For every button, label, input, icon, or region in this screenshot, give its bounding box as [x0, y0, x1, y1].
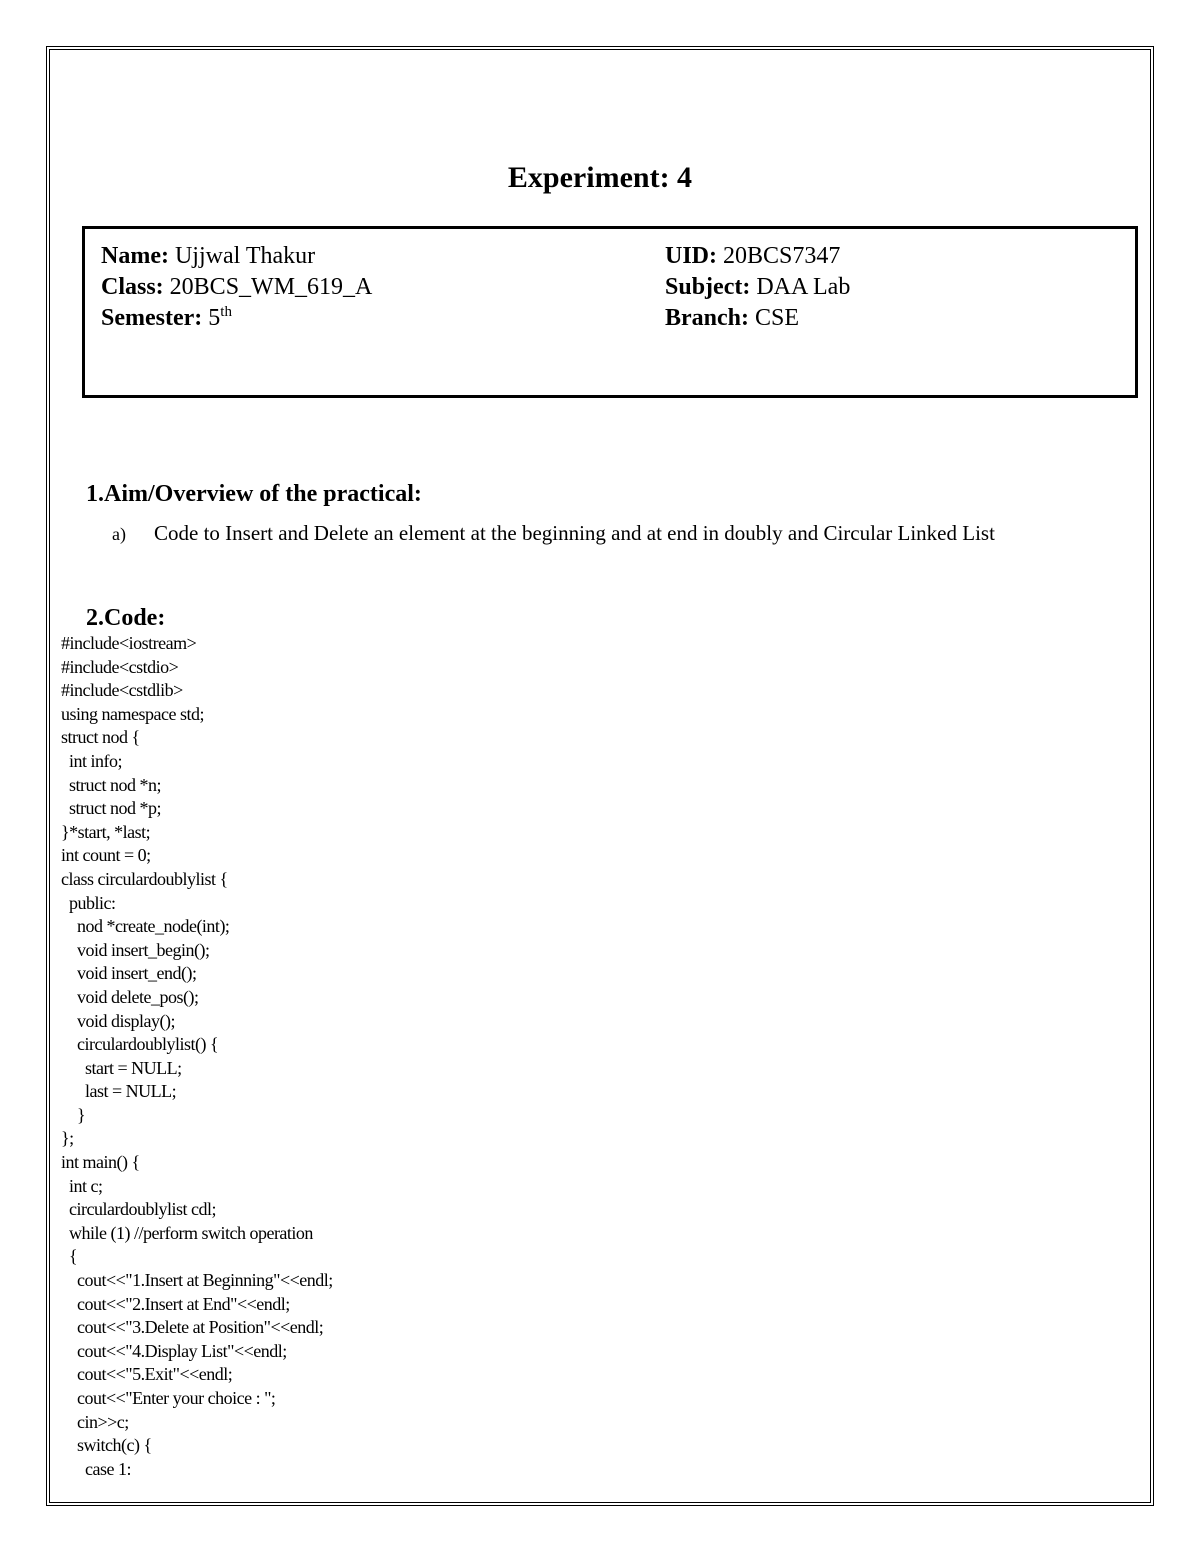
branch-label: Branch:: [665, 305, 749, 331]
aim-item-marker: a): [112, 524, 126, 544]
aim-heading: 1.Aim/Overview of the practical:: [86, 481, 422, 507]
code-line: #include<cstdio>: [61, 656, 179, 677]
code-line: int c;: [61, 1175, 103, 1196]
semester-value: 5: [202, 305, 221, 331]
code-line: cout<<"5.Exit"<<endl;: [61, 1364, 233, 1385]
code-line: public:: [61, 892, 116, 913]
code-line: start = NULL;: [61, 1057, 182, 1078]
code-line: while (1) //perform switch operation: [61, 1222, 313, 1243]
code-line: cout<<"Enter your choice : ";: [61, 1388, 276, 1408]
code-line: cout<<"3.Delete at Position"<<endl;: [61, 1317, 324, 1338]
code-listing: [61, 632, 333, 1481]
class-line: [101, 272, 372, 303]
code-line: circulardoublylist cdl;: [61, 1199, 216, 1220]
code-line: cout<<"4.Display List"<<endl;: [61, 1340, 287, 1361]
subject-line: [665, 272, 850, 303]
code-line: struct nod *n;: [61, 774, 161, 795]
aim-list-item: [112, 518, 995, 549]
code-line: using namespace std;: [61, 703, 204, 724]
name-line: [101, 241, 372, 272]
code-line: circulardoublylist() {: [61, 1034, 219, 1055]
code-line: nod *create_node(int);: [61, 916, 230, 937]
subject-value: DAA Lab: [750, 274, 851, 300]
code-line: switch(c) {: [61, 1435, 152, 1456]
code-line: cin>>c;: [61, 1411, 129, 1432]
code-line: int count = 0;: [61, 845, 151, 866]
code-heading: 2.Code:: [86, 605, 166, 631]
code-line: void delete_pos();: [61, 986, 199, 1007]
uid-line: [665, 241, 850, 272]
semester-line: [101, 303, 372, 334]
branch-value: CSE: [749, 305, 800, 331]
code-line: last = NULL;: [61, 1081, 177, 1102]
info-left-column: [101, 241, 372, 334]
class-value: 20BCS_WM_619_A: [163, 274, 373, 300]
code-line: cout<<"2.Insert at End"<<endl;: [61, 1293, 290, 1314]
aim-item-text: Code to Insert and Delete an element at the beginning and at end in doubly and Circular Linked List: [154, 521, 995, 545]
document-title: Experiment: 4: [507, 161, 693, 194]
code-line: case 1:: [61, 1458, 131, 1479]
code-line: int info;: [61, 750, 122, 771]
name-label: Name:: [101, 243, 169, 269]
code-line: struct nod {: [61, 727, 140, 748]
semester-label: Semester:: [101, 305, 203, 331]
semester-suffix: th: [220, 304, 232, 320]
class-label: Class:: [101, 274, 164, 300]
code-line: struct nod *p;: [61, 798, 161, 819]
code-line: };: [61, 1128, 74, 1149]
info-right-column: [665, 241, 850, 334]
code-line: void insert_begin();: [61, 939, 210, 960]
name-value: Ujjwal Thakur: [168, 243, 316, 269]
code-line: }*start, *last;: [61, 821, 151, 842]
uid-value: 20BCS7347: [717, 243, 841, 269]
student-info-box: [82, 226, 1138, 398]
code-line: void insert_end();: [61, 963, 197, 984]
uid-label: UID:: [665, 243, 717, 269]
code-line: {: [61, 1246, 78, 1267]
branch-line: [665, 303, 850, 334]
code-line: void display();: [61, 1010, 175, 1031]
code-line: }: [61, 1104, 86, 1125]
code-line: #include<iostream>: [61, 633, 197, 653]
subject-label: Subject:: [665, 274, 751, 300]
code-line: int main() {: [61, 1152, 140, 1173]
code-line: class circulardoublylist {: [61, 868, 228, 889]
code-line: cout<<"1.Insert at Beginning"<<endl;: [61, 1270, 333, 1291]
code-line: #include<cstdlib>: [61, 680, 183, 701]
